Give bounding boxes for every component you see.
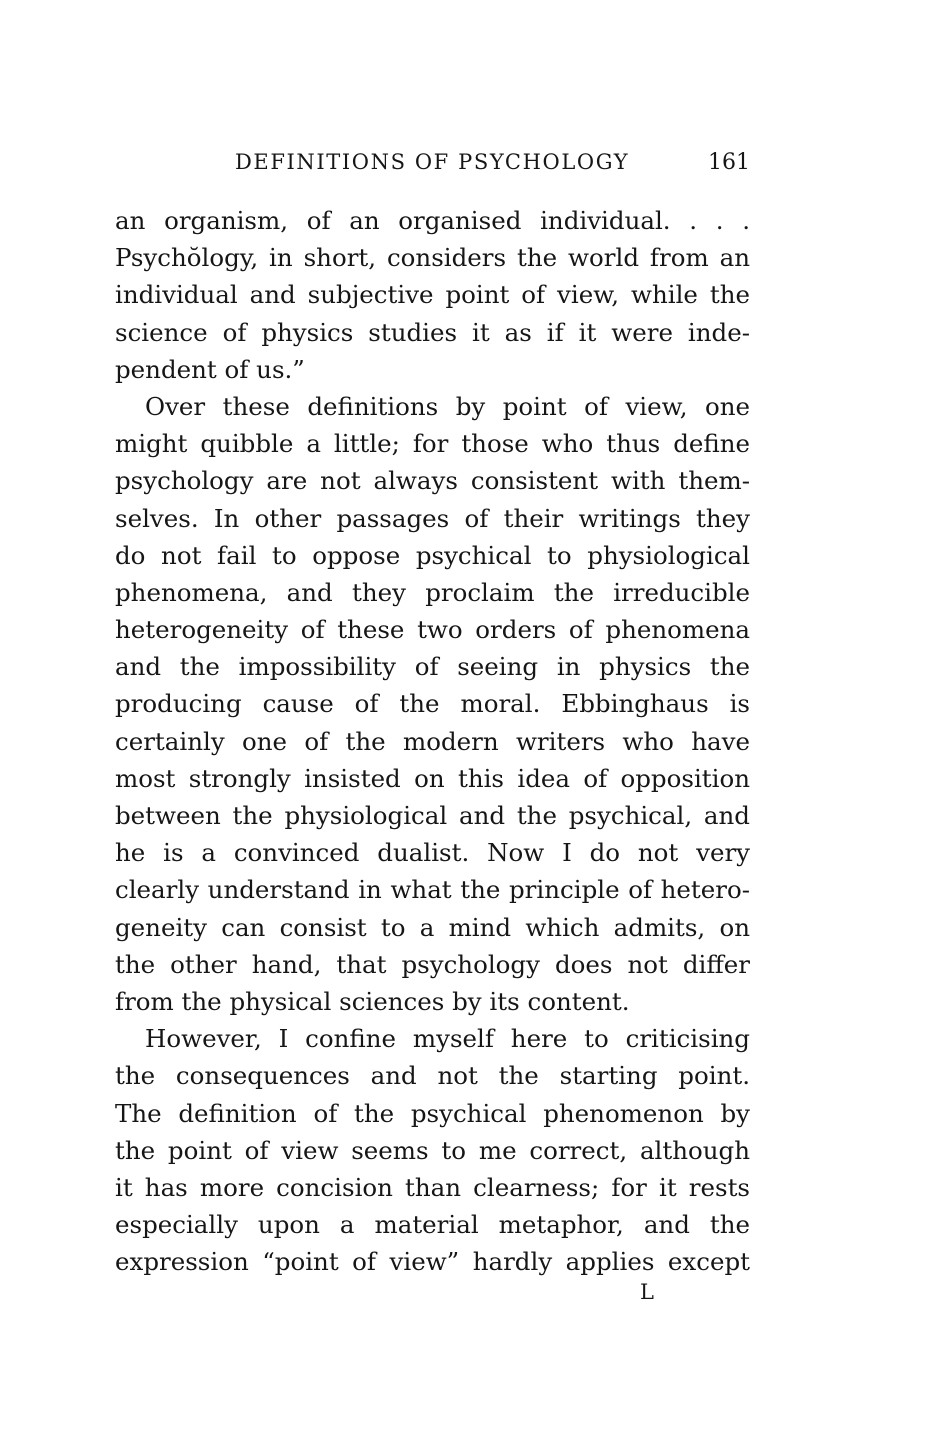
- text-line: clearly understand in what the principle of hetero-: [115, 875, 750, 905]
- text-line: the other hand, that psychology does not differ: [115, 949, 750, 979]
- text-line: the point of view seems to me correct, although: [115, 1135, 750, 1165]
- page-number: 161: [708, 150, 750, 175]
- body-text: [115, 202, 750, 1280]
- text-line: expression “point of view” hardly applies except: [115, 1247, 750, 1277]
- text-line: heterogeneity of these two orders of phenomena: [115, 615, 750, 645]
- text-line: certainly one of the modern writers who have: [115, 726, 750, 756]
- text-line: The definition of the psychical phenomenon by: [115, 1098, 750, 1128]
- text-line: the consequences and not the starting point.: [115, 1061, 750, 1091]
- text-line: geneity can consist to a mind which admits, on: [115, 912, 750, 942]
- text-line: psychology are not always consistent with them-: [115, 466, 750, 496]
- text-line: However, I confine myself here to criticising: [145, 1024, 750, 1054]
- text-line: and the impossibility of seeing in physics the: [115, 652, 750, 682]
- text-line: phenomena, and they proclaim the irreducible: [115, 577, 750, 607]
- text-line: pendent of us.”: [115, 354, 305, 384]
- text-line: from the physical sciences by its content.: [115, 986, 630, 1016]
- text-line: Over these definitions by point of view, one: [145, 391, 750, 421]
- text-line: most strongly insisted on this idea of opposition: [115, 763, 750, 793]
- running-header: [115, 150, 750, 190]
- text-line: it has more concision than clearness; for it rests: [115, 1172, 750, 1202]
- text-line: especially upon a material metaphor, and the: [115, 1210, 750, 1240]
- text-line: might quibble a little; for those who thus define: [115, 429, 750, 459]
- running-title: DEFINITIONS OF PSYCHOLOGY: [235, 150, 630, 174]
- text-line: he is a convinced dualist. Now I do not very: [115, 838, 750, 868]
- text-line: an organism, of an organised individual. . . .: [115, 206, 750, 235]
- text-line: producing cause of the moral. Ebbinghaus is: [115, 689, 750, 719]
- text-line: do not fail to oppose psychical to physiological: [115, 540, 750, 570]
- text-line: selves. In other passages of their writings they: [115, 503, 750, 533]
- signature-mark: L: [640, 1280, 654, 1304]
- text-line: between the physiological and the psychical, and: [115, 801, 750, 830]
- text-line: Psychŏlogy, in short, considers the world from an: [115, 243, 750, 273]
- text-line: science of physics studies it as if it were inde-: [115, 317, 750, 347]
- text-line: individual and subjective point of view, while the: [115, 280, 750, 310]
